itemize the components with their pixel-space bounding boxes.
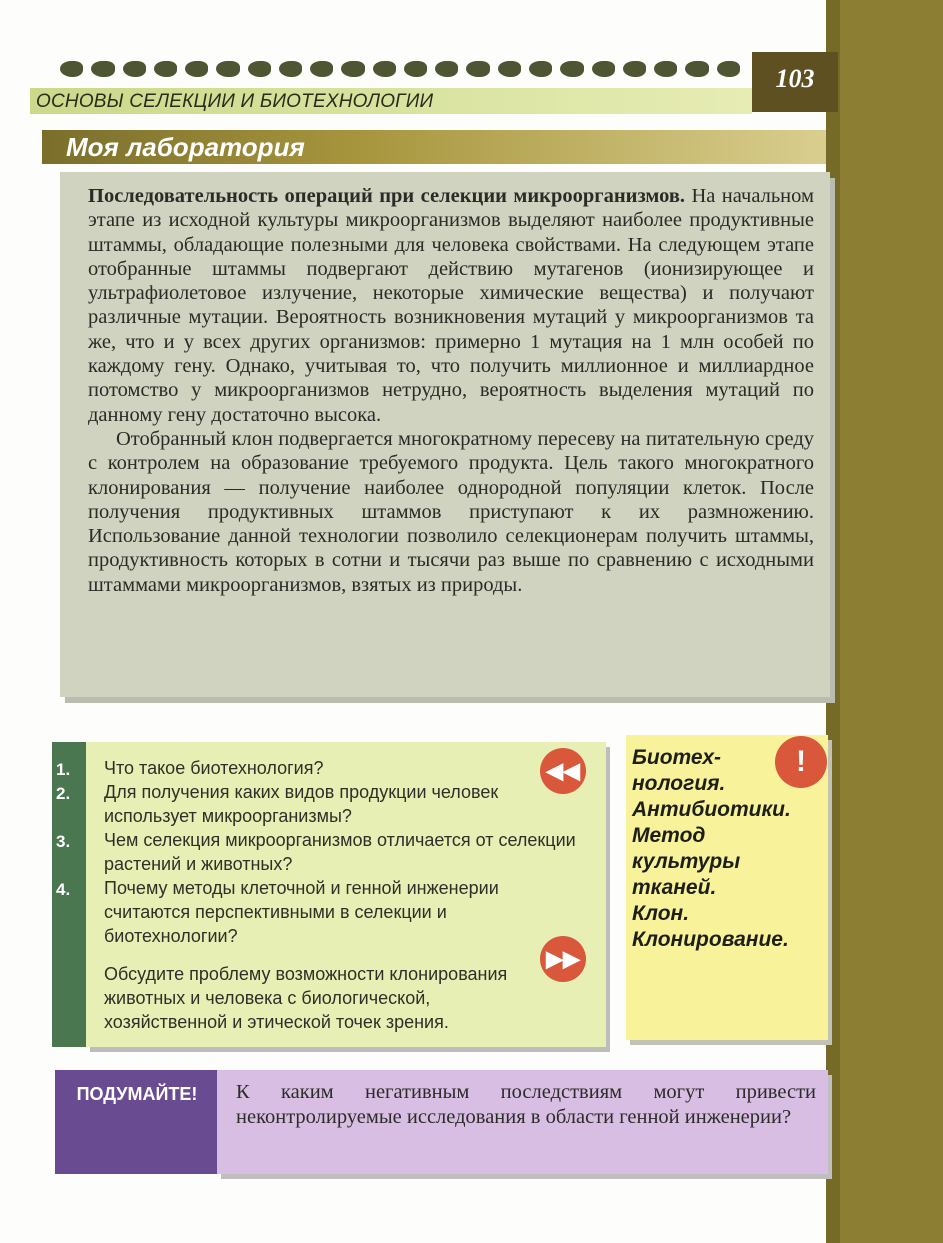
lab-paragraph-1: [88, 184, 814, 427]
keyword-line: Метод: [632, 824, 706, 847]
lab-paragraph-1-rest: На начальном этапе из исходной культуры микроорганизмов выделяют наиболее продуктивные штаммы, обладающие полезными для человека свойствами. На следующем этапе отобранные штаммы подвергают действию мутагенов (ионизирующее и ультрафиолетовое излучение, некоторые химические вещества) и получают различные мутации. Вероятность возникновения мутаций у микроорганизмов та же, что и у всех других организмов: примерно 1 мутация на 1 млн особей по каждому гену. Однако, учитывая то, что получить миллионное и миллиардное потомство у микроорганизмов нетрудно, вероятность выделения мутаций по данному гену достаточно высока.: [88, 185, 814, 426]
animal-silhouettes-decoration: [60, 56, 740, 82]
question-text: Что такое биотехнология?: [104, 758, 324, 778]
keyword-line: Клон.: [632, 902, 690, 925]
lab-paragraph-2: Отобранный клон подвергается многократному пересеву на питательную среду с контролем на образование требуемого продукта. Цель такого многократного клонирования — получение наиболее однородной популяции клеток. После получения продуктивных штаммов приступают к их размножению. Использование данной технологии позволило селекционерам получить штаммы, продуктивность которых в сотни и тысячи раз выше по сравнению с исходными штаммами микроорганизмов, взятых из природы.: [88, 427, 814, 596]
fast-forward-icon: ▶▶: [540, 936, 586, 982]
lab-title: Моя лаборатория: [66, 132, 305, 162]
question-text: Для получения каких видов продукции человек использует микроорганизмы?: [104, 782, 499, 826]
section-title: ОСНОВЫ СЕЛЕКЦИИ И БИОТЕХНОЛОГИИ: [36, 91, 434, 112]
question-text: Чем селекция микроорганизмов отличается от селекции растений и животных?: [104, 830, 576, 874]
keyword-line: Биотех-: [632, 746, 721, 769]
page-number: 103: [775, 64, 815, 93]
lab-text: [88, 184, 814, 597]
question-number: 2.: [56, 784, 71, 803]
question-number: 3.: [56, 832, 71, 851]
keyword-line: нология.: [632, 772, 726, 795]
think-text: К каким негативным последствиям могут привести неконтролируемые исследования в области генной инженерии?: [236, 1081, 816, 1128]
keyword-line: Клонирование.: [632, 928, 789, 951]
think-label: ПОДУМАЙТЕ!: [76, 1084, 198, 1104]
discussion-text: Обсудите проблему возможности клонирования животных и человека с биологической, хозяйственной и этической точек зрения.: [104, 964, 508, 1032]
question-text: Почему методы клеточной и генной инженерии считаются перспективными в селекции и биотехнологии?: [104, 878, 499, 946]
right-margin-band: [826, 0, 943, 1243]
exclamation-icon: !: [775, 736, 827, 788]
keyword-line: Антибиотики.: [632, 798, 791, 821]
keyword-line: культуры тканей.: [632, 850, 741, 899]
lab-bold-lead: Последовательность операций при селекции микроорганизмов.: [88, 185, 686, 207]
question-number: 1.: [56, 760, 71, 779]
question-number: 4.: [56, 880, 71, 899]
rewind-icon: ◀◀: [540, 748, 586, 794]
